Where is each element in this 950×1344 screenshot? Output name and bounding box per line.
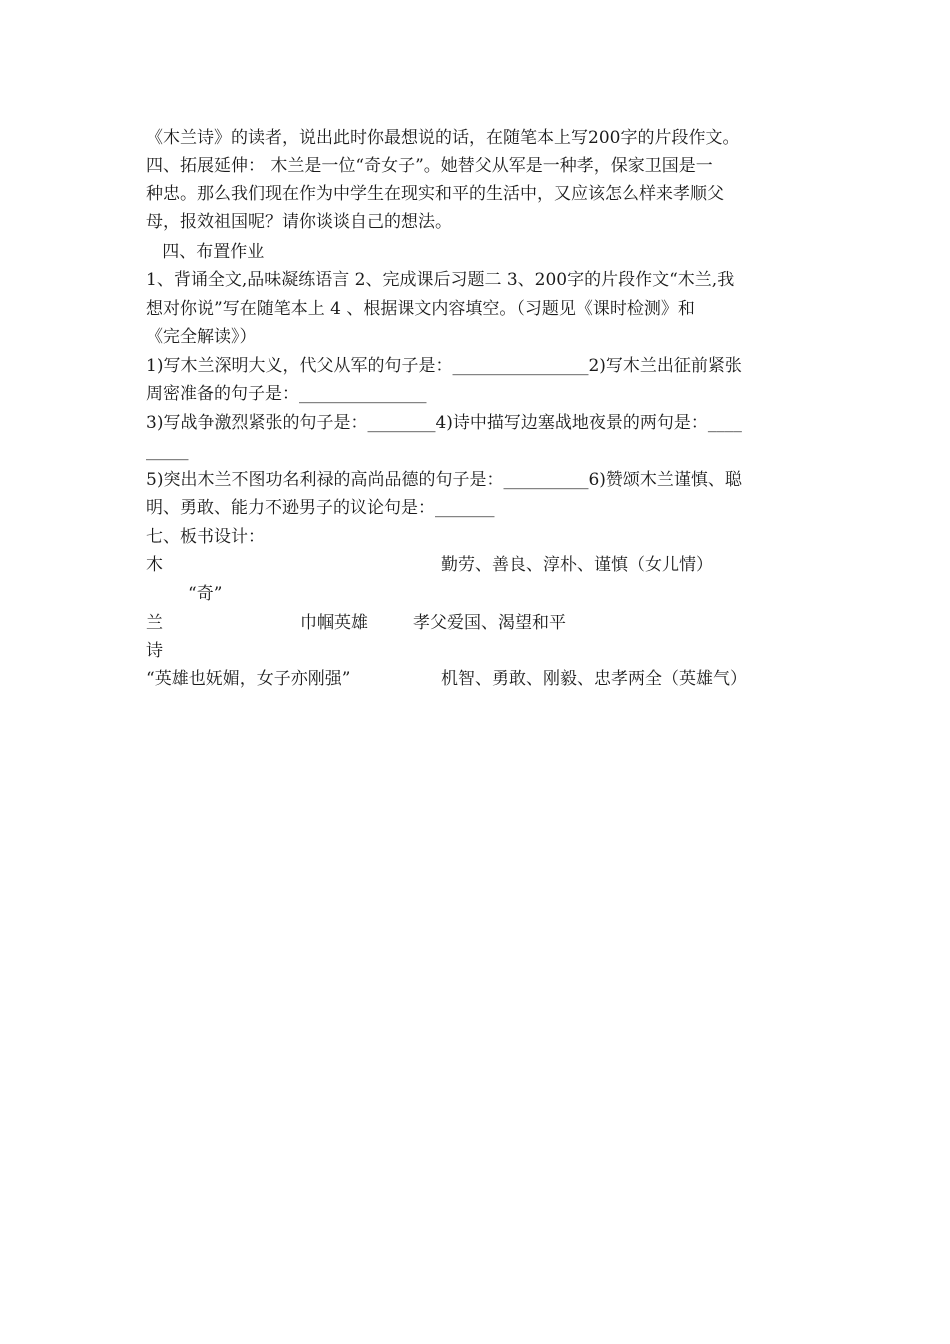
board-char-lan: 兰	[146, 613, 163, 633]
text-line: 四、拓展延伸： 木兰是一位“奇女子”。她替父从军是一种孝，保家卫国是一	[146, 156, 713, 176]
board-char-mu: 木	[146, 555, 163, 575]
board-char-shi: 诗	[146, 641, 163, 661]
text-line: 《完全解读》）	[146, 327, 257, 347]
text-line: _____	[146, 441, 189, 461]
board-row5-right: 机智、勇敢、刚毅、忠孝两全（英雄气）	[441, 669, 747, 689]
text-line: 5)突出木兰不图功名利禄的高尚品德的句子是：__________6)赞颂木兰谨慎、聪	[146, 470, 742, 490]
text-line: 1)写木兰深明大义，代父从军的句子是：________________2)写木兰出征前紧张	[146, 356, 742, 376]
board-jinguo: 巾帼英雄	[300, 613, 368, 633]
text-line: 周密准备的句子是：_______________	[146, 384, 427, 404]
text-line: 《木兰诗》的读者，说出此时你最想说的话，在随笔本上写200字的片段作文。	[146, 128, 740, 148]
section-heading: 四、布置作业	[146, 242, 265, 262]
text-line: 明、勇敢、能力不逊男子的议论句是：_______	[146, 498, 495, 518]
board-row1-right: 勤劳、善良、淳朴、谨慎（女儿情）	[441, 555, 713, 575]
text-line: 想对你说”写在随笔本上 4 、根据课文内容填空。（习题见《课时检测》和	[146, 299, 695, 319]
text-line: 母，报效祖国呢？请你谈谈自己的想法。	[146, 212, 452, 232]
board-row3-right: 孝父爱国、渴望和平	[413, 613, 566, 633]
board-qi: “奇”	[188, 584, 223, 604]
section-heading: 七、板书设计：	[146, 527, 265, 547]
text-line: 种忠。那么我们现在作为中学生在现实和平的生活中，又应该怎么样来孝顺父	[146, 184, 724, 204]
text-line: 1、背诵全文,品味凝练语言 2、完成课后习题二 3、200字的片段作文“木兰,我	[146, 270, 735, 290]
board-quote: “英雄也妩媚，女子亦刚强”	[146, 669, 351, 689]
text-line: 3)写战争激烈紧张的句子是：________4)诗中描写边塞战地夜景的两句是：____	[146, 413, 742, 433]
